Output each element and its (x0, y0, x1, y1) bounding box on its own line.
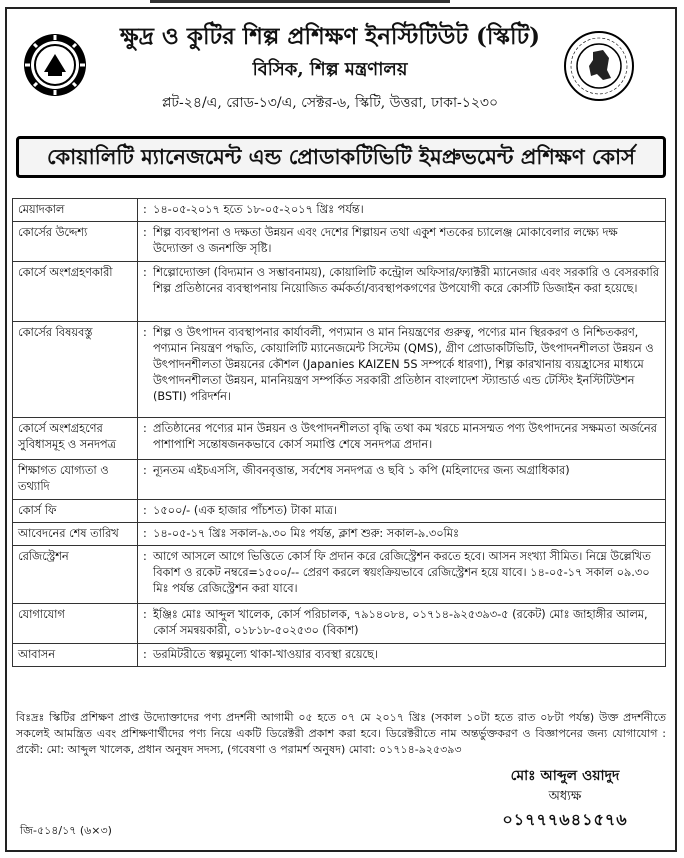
row-value-text: শিল্পোদ্যোক্তা (বিদ্যমান ও সম্ভাবনাময়), কোয়ালিটি কন্ট্রোল অফিসার/ফ্যাক্টরী ম্যানেজার এবং সরকারি ও বেসরকারি শিল্প প্রতিষ্ঠানের ব্যবস্থাপনায় নিয়োজিত কর্মকর্তা/ব্যবস্থাপকগণের উপযোগী করে কোর্সটি ডিজাইন করা হয়েছে। (153, 266, 659, 295)
row-value: : ১৫০০/- (এক হাজার পাঁচশত) টাকা মাত্র। (138, 500, 666, 523)
table-row (13, 460, 666, 500)
row-value-text: শিল্প ও উৎপাদন ব্যবস্থাপনার কার্যাবলী, পণ্যমান ও মান নিয়ন্ত্রণের গুরুত্ব, পণ্যের মান স্থিরকরণ ও নিশ্চিতকরণ, পণ্যমান নিয়ন্ত্রণ পদ্ধতি, কোয়ালিটি ম্যানেজমেন্ট সিস্টেম (QMS), গ্রীণ প্রোডাকটিভিটি, উৎপাদনশীলতা উন্নয়ন ও উৎপাদনশীলতা উন্নয়নের কৌশল (Japanies KAIZEN 5S সম্পর্কে ধারণা), শিল্প কারখানায় ব্যয়হ্রাসের মাধ্যমে উৎপাদনশীলতা উন্নয়ন, মাননিয়ন্ত্রণ সম্পর্কিত সরকারী প্রতিষ্ঠান বাংলাদেশ স্ট্যান্ডার্ড এন্ড টেস্টিং ইনস্টিটিউশন (BSTI) পরিদর্শন। (153, 326, 654, 403)
row-value: : ডরমিটরীতে স্বল্পমূল্যে থাকা-খাওয়ার ব্যবস্থা রয়েছে। (138, 644, 666, 667)
course-info-table (12, 198, 666, 667)
row-label: কোর্সে অংশগ্রহণকারী (13, 262, 138, 322)
row-value-text: ইঞ্জিঃ মোঃ আব্দুল খালেক, কোর্স পরিচালক, ৭৯১৪০৮৪, ০১৭১৪-৯২৫৩৯৩-৫ (রকেট) মোঃ জাহাঙ্গীর আলম, কোর্স সমন্বয়কারী, ০১৮১৮-৫০২৫৩০ (বিকাশ) (153, 608, 648, 637)
row-value: : ন্যূনতম এইচএসসি, জীবনবৃত্তান্ত, সর্বশেষ সনদপত্র ও ছবি ১ কপি (মহিলাদের জন্য অগ্রাধিকার) (138, 460, 666, 500)
row-label: যোগাযোগ (13, 604, 138, 644)
row-label: কোর্সের বিষয়বস্তু (13, 322, 138, 418)
notice-text: বিঃদ্রঃ স্কিটির প্রশিক্ষণ প্রাপ্ত উদ্যোক্তাদের পণ্য প্রদর্শনী আগামী ০৫ হতে ০৭ মে ২০১৭ খ্রিঃ (সকাল ১০টা হতে রাত ০৮টা পর্যন্ত) উক্ত প্রদর্শনীতে সকলেই আমন্ত্রিত এবং প্রশিক্ষণার্থীদের পণ্য নিয়ে একটি ডিরেক্টরী প্রকাশ করা হবে। ডিরেক্টরীতে নাম অন্তর্ভুক্তকরণ ও বিজ্ঞাপনের জন্য যোগাযোগ : প্রকৌ: মো: আব্দুল খালেক, প্রধান অনুষদ সদস্য, (গবেষণা ও পরামর্শ অনুষদ) মোবা: ০১৭১৪-৯২৫৩৯৩ (16, 711, 666, 756)
row-value: : আগে আসলে আগে ভিত্তিতে কোর্স ফি প্রদান করে রেজিস্ট্রেশন করতে হবে। আসন সংখ্যা সীমিত। নিম্নে উল্লেখিত বিকাশ ও রকেট নম্বরে=১৫০০/-- প্রেরণ করলে স্বয়ংক্রিয়ভাবে রেজিস্ট্রেশন হয়ে যাবে। ১৪-০৫-১৭ সকাল ০৯.৩০ মিঃ পর্যন্ত রেজিস্ট্রেশন করা যাবে। (138, 546, 666, 604)
signatory-name: মোঃ আব্দুল ওয়াদুদ (510, 768, 620, 784)
row-value: : ১৪-০৫-১৭ খ্রিঃ সকাল-৯.৩০ মিঃ পর্যন্ত, ক্লাশ শুরু: সকাল-৯.৩০মিঃ (138, 523, 666, 546)
row-label: রেজিস্ট্রেশন (13, 546, 138, 604)
bangladesh-govt-seal-icon (563, 30, 635, 102)
course-title: কোয়ালিটি ম্যানেজমেন্ট এন্ড প্রোডাকটিভিটি ইমপ্রুভমেন্ট প্রশিক্ষণ কোর্স (16, 136, 666, 178)
table-row (13, 523, 666, 546)
table-row (13, 199, 666, 222)
signatory-title: অধ্যক্ষ (548, 789, 582, 804)
row-value-text: আগে আসলে আগে ভিত্তিতে কোর্স ফি প্রদান করে রেজিস্ট্রেশন করতে হবে। আসন সংখ্যা সীমিত। নিম্নে উল্লেখিত বিকাশ ও রকেট নম্বরে=১৫০০/-- প্রেরণ করলে স্বয়ংক্রিয়ভাবে রেজিস্ট্রেশন হয়ে যাবে। ১৪-০৫-১৭ সকাল ০৯.৩০ মিঃ পর্যন্ত রেজিস্ট্রেশন করা যাবে। (153, 550, 651, 595)
row-label: কোর্স ফি (13, 500, 138, 523)
row-value-text: ১৪-০৫-২০১৭ হতে ১৮-০৫-২০১৭ খ্রিঃ পর্যন্ত। (153, 203, 364, 216)
row-value-text: ১৫০০/- (এক হাজার পাঁচশত) টাকা মাত্র। (153, 504, 338, 517)
table-row (13, 644, 666, 667)
row-value: : প্রতিষ্ঠানের পণ্যের মান উন্নয়ন ও উৎপাদনশীলতা বৃদ্ধি তথা কম খরচে মানসম্মত পণ্য উৎপাদনের সক্ষমতা অর্জনের পাশাপাশি সন্তোষজনকভাবে কোর্স সমাপ্তি শেষে সনদপত্র প্রদান। (138, 418, 666, 460)
table-row (13, 322, 666, 418)
row-value-text: ডরমিটরীতে স্বল্পমূল্যে থাকা-খাওয়ার ব্যবস্থা রয়েছে। (153, 648, 378, 661)
top-edge-bar (150, 0, 450, 3)
row-value: : শিল্প ব্যবস্থাপনা ও দক্ষতা উন্নয়ন এবং দেশের শিল্পায়ন তথা একুশ শতকের চ্যালেঞ্জ মোকাবেলার লক্ষ্যে দক্ষ উদ্যোক্তা ও জনশক্তি সৃষ্টি। (138, 222, 666, 262)
row-value: : ১৪-০৫-২০১৭ হতে ১৮-০৫-২০১৭ খ্রিঃ পর্যন্ত। (138, 199, 666, 222)
row-value: : শিল্প ও উৎপাদন ব্যবস্থাপনার কার্যাবলী, পণ্যমান ও মান নিয়ন্ত্রণের গুরুত্ব, পণ্যের মান স্থিরকরণ ও নিশ্চিতকরণ, পণ্যমান নিয়ন্ত্রণ পদ্ধতি, কোয়ালিটি ম্যানেজমেন্ট সিস্টেম (QMS), গ্রীণ প্রোডাকটিভিটি, উৎপাদনশীলতা উন্নয়ন ও উৎপাদনশীলতা উন্নয়নের কৌশল (Japanies KAIZEN 5S সম্পর্কে ধারণা), শিল্প কারখানায় ব্যয়হ্রাসের মাধ্যমে উৎপাদনশীলতা উন্নয়ন, মাননিয়ন্ত্রণ সম্পর্কিত সরকারী প্রতিষ্ঠান বাংলাদেশ স্ট্যান্ডার্ড এন্ড টেস্টিং ইনস্টিটিউশন (BSTI) পরিদর্শন। (138, 322, 666, 418)
table-row (13, 604, 666, 644)
signatory-phone: ০১৭৭৭৬৪১৫৭৬ (502, 810, 628, 829)
organization-address: প্লট-২৪/এ, রোড-১৩/এ, সেক্টর-৬, স্কিটি, উত্তরা, ঢাকা-১২৩০ (161, 95, 499, 111)
table-row (13, 418, 666, 460)
row-label: মেয়াদকাল (13, 199, 138, 222)
table-row (13, 262, 666, 322)
signature-block (470, 765, 660, 833)
table-row (13, 222, 666, 262)
row-value-text: প্রতিষ্ঠানের পণ্যের মান উন্নয়ন ও উৎপাদনশীলতা বৃদ্ধি তথা কম খরচে মানসম্মত পণ্য উৎপাদনের সক্ষমতা অর্জনের পাশাপাশি সন্তোষজনকভাবে কোর্স সমাপ্তি শেষে সনদপত্র প্রদান। (153, 422, 657, 451)
table-row (13, 500, 666, 523)
row-label: শিক্ষাগত যোগ্যতা ও তথ্যাদি (13, 460, 138, 500)
gear-emblem-icon (22, 32, 88, 98)
row-label: আবাসন (13, 644, 138, 667)
row-label: কোর্সে অংশগ্রহণের সুবিধাসমূহ ও সনদপত্র (13, 418, 138, 460)
row-value-text: ১৪-০৫-১৭ খ্রিঃ সকাল-৯.৩০ মিঃ পর্যন্ত, ক্লাশ শুরু: সকাল-৯.৩০মিঃ (153, 527, 460, 540)
organization-name: ক্ষুদ্র ও কুটির শিল্প প্রশিক্ষণ ইনস্টিটিউট (স্কিটি) (120, 23, 540, 50)
reference-code: জি-৫১৪/১৭ (৬×৩) (20, 824, 112, 837)
row-value-text: ন্যূনতম এইচএসসি, জীবনবৃত্তান্ত, সর্বশেষ সনদপত্র ও ছবি ১ কপি (মহিলাদের জন্য অগ্রাধিকার) (153, 464, 570, 477)
table-row (13, 546, 666, 604)
ministry-name: বিসিক, শিল্প মন্ত্রণালয় (252, 59, 408, 80)
row-value: : শিল্পোদ্যোক্তা (বিদ্যমান ও সম্ভাবনাময়), কোয়ালিটি কন্ট্রোল অফিসার/ফ্যাক্টরী ম্যানেজার এবং সরকারি ও বেসরকারি শিল্প প্রতিষ্ঠানের ব্যবস্থাপনায় নিয়োজিত কর্মকর্তা/ব্যবস্থাপকগণের উপযোগী করে কোর্সটি ডিজাইন করা হয়েছে। (138, 262, 666, 322)
row-label: আবেদনের শেষ তারিখ (13, 523, 138, 546)
row-label: কোর্সের উদ্দেশ্য (13, 222, 138, 262)
row-value: : ইঞ্জিঃ মোঃ আব্দুল খালেক, কোর্স পরিচালক, ৭৯১৪০৮৪, ০১৭১৪-৯২৫৩৯৩-৫ (রকেট) মোঃ জাহাঙ্গীর আলম, কোর্স সমন্বয়কারী, ০১৮১৮-৫০২৫৩০ (বিকাশ) (138, 604, 666, 644)
row-value-text: শিল্প ব্যবস্থাপনা ও দক্ষতা উন্নয়ন এবং দেশের শিল্পায়ন তথা একুশ শতকের চ্যালেঞ্জ মোকাবেলার লক্ষ্যে দক্ষ উদ্যোক্তা ও জনশক্তি সৃষ্টি। (153, 226, 618, 255)
